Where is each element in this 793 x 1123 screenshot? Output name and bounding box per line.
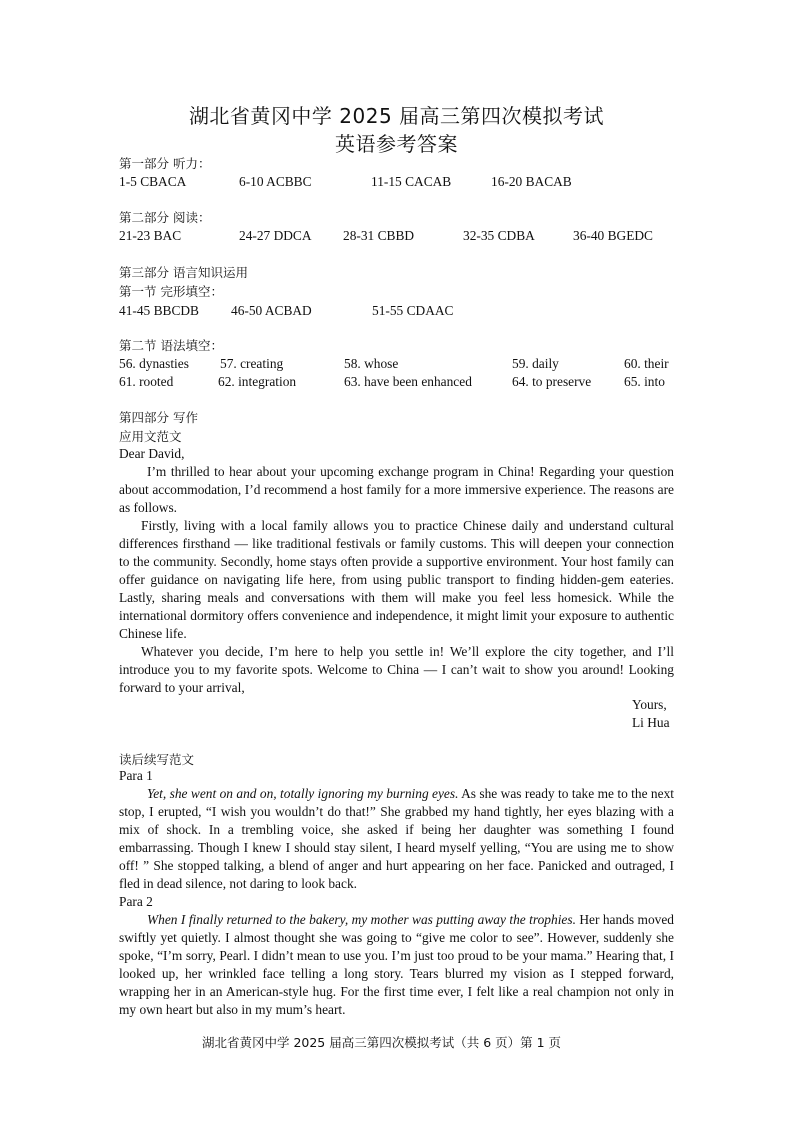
para2-label: Para 2 [119,894,153,909]
part1-heading: 第一部分 听力： [119,156,211,171]
answer-item: 60. their [624,356,669,371]
answer-group: 6-10 ACBBC [239,174,312,189]
page-title: 湖北省黄冈中学 2025 届高三第四次模拟考试 [188,104,605,128]
answer-item: 65. into [624,374,665,389]
continuation-essay [119,767,674,1019]
grammar-heading: 第二节 语法填空： [119,338,223,353]
letter-paragraph-3: Whatever you decide, I’m here to help you settle in! We’ll explore the city together, and I’ll introduce you to my favorite spots. Welcome to China — I can’t wait to show you around! Looking forward to your arrival, [119,644,674,695]
answer-group: 36-40 BGEDC [573,228,653,243]
answer-item: 63. have been enhanced [344,374,472,389]
cloze-heading: 第一节 完形填空： [119,284,223,299]
answer-group: 46-50 ACBAD [231,303,312,318]
answer-group: 28-31 CBBD [343,228,415,243]
para2-lead-sentence: When I finally returned to the bakery, my mother was putting away the trophies. [147,912,576,927]
page-footer: 湖北省黄冈中学 2025 届高三第四次模拟考试（共 6 页）第 1 页 [201,1035,562,1050]
para1-label: Para 1 [119,768,153,783]
answer-group: 16-20 BACAB [491,174,572,189]
answer-group: 32-35 CDBA [463,228,535,243]
letter-greeting: Dear David, [119,446,185,461]
answer-item: 61. rooted [119,374,174,389]
answer-item: 57. creating [220,356,284,371]
answer-item: 64. to preserve [512,374,592,389]
para1-lead-sentence: Yet, she went on and on, totally ignoring my burning eyes. [147,786,459,801]
answer-item: 58. whose [344,356,399,371]
part2-heading: 第二部分 阅读： [119,210,211,225]
letter-paragraph-2: Firstly, living with a local family allows you to practice Chinese daily and understand cultural differences firsthand — like traditional festivals or family customs. This will deepen your connection to the community. Secondly, home stays often provide a supportive environment. Your host family can offer guidance on navigating life here, from using public transport to finding hidden-gem eateries. Lastly, sharing meals and conversations with them will make you feel less homesick. While the international dormitory offers convenience and independence, it might limit your exposure to authentic Chinese life. [119,518,674,641]
answer-group: 51-55 CDAAC [372,303,454,318]
answer-group: 1-5 CBACA [119,174,187,189]
continuation-heading: 读后续写范文 [119,752,195,767]
para2-body: Her hands moved swiftly yet quietly. I almost thought she was going to “give me color to see”. However, suddenly she spoke, “I’m sorry, Pearl. I didn’t mean to use you. I’m just too proud to be your mama.” Hearing that, I looked up, her wrinkled face telling a long story. Tears blurred my vision as I stepped forward, wrapping her in an American-style hug. For the first time ever, I felt like a real champion not only in my own heart but also in my mum’s heart. [119,912,674,1017]
letter-paragraph-1: I’m thrilled to hear about your upcoming exchange program in China! Regarding your question about accommodation, I’d recommend a host family for a more immersive experience. The reasons are as follows. [119,464,674,515]
sample-letter [119,445,674,697]
answer-group: 21-23 BAC [119,228,182,243]
answer-group: 41-45 BBCDB [119,303,199,318]
letter-heading: 应用文范文 [119,429,182,444]
para1-body: As she was ready to take me to the next stop, I erupted, “I wish you wouldn’t do that!” She grabbed my hand tightly, her eyes blazing with a mix of shock. In a trembling voice, she asked if being her daughter was something I found embarrassing. Though I knew I should stay silent, I heard myself yelling, “You are using me to show off! ” She stopped talking, a blend of anger and hurt appearing on her face. Panicked and outraged, I fled in dead silence, not daring to look back. [119,786,674,891]
answer-group: 24-27 DDCA [239,228,312,243]
page-subtitle: 英语参考答案 [335,132,458,156]
part4-heading: 第四部分 写作 [119,410,198,425]
letter-closing: Yours, [632,697,667,712]
answer-group: 11-15 CACAB [371,174,452,189]
answer-item: 59. daily [512,356,559,371]
letter-signature: Li Hua [632,715,670,730]
answer-item: 62. integration [218,374,297,389]
part3-heading: 第三部分 语言知识运用 [119,265,248,280]
answer-item: 56. dynasties [119,356,189,371]
